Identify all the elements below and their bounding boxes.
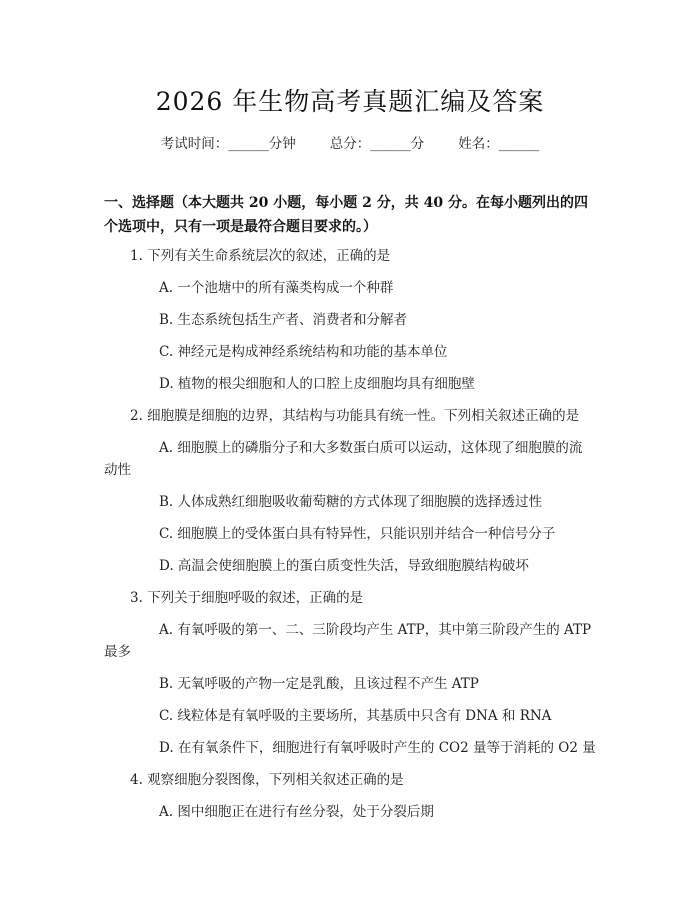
option-a-continuation: 最多 xyxy=(104,644,131,660)
option-a-continuation: 动性 xyxy=(104,462,131,478)
option-d: D. 植物的根尖细胞和人的口腔上皮细胞均具有细胞壁 xyxy=(159,376,475,392)
document-title: 2026 年生物高考真题汇编及答案 xyxy=(155,87,545,116)
option-c: C. 线粒体是有氧呼吸的主要场所，其基质中只含有 DNA 和 RNA xyxy=(159,708,552,724)
option-a: A. 有氧呼吸的第一、二、三阶段均产生 ATP，其中第三阶段产生的 ATP xyxy=(159,622,592,638)
exam-time-field: 考试时间：______分钟 xyxy=(160,136,296,152)
question-stem: 2. 细胞膜是细胞的边界，其结构与功能具有统一性。下列相关叙述正确的是 xyxy=(130,408,580,424)
option-a: A. 细胞膜上的磷脂分子和大多数蛋白质可以运动，这体现了细胞膜的流 xyxy=(159,440,583,456)
option-b: B. 无氧呼吸的产物一定是乳酸，且该过程不产生 ATP xyxy=(159,676,479,692)
option-a: A. 一个池塘中的所有藻类构成一个种群 xyxy=(159,280,394,296)
option-c: C. 细胞膜上的受体蛋白具有特异性，只能识别并结合一种信号分子 xyxy=(159,526,556,542)
question-stem: 3. 下列关于细胞呼吸的叙述，正确的是 xyxy=(130,590,364,606)
option-b: B. 人体成熟红细胞吸收葡萄糖的方式体现了细胞膜的选择透过性 xyxy=(159,494,543,510)
student-name-field: 姓名：______ xyxy=(458,136,540,152)
total-score-field: 总分：______分 xyxy=(329,136,425,152)
option-d: D. 高温会使细胞膜上的蛋白质变性失活，导致细胞膜结构破坏 xyxy=(159,558,529,574)
exam-meta xyxy=(0,132,700,152)
section-heading: 一、选择题（本大题共 20 小题，每小题 2 分，共 40 分。在每小题列出的四个选项中，只有一项是最符合题目要求的。） xyxy=(104,195,588,235)
option-d: D. 在有氧条件下，细胞进行有氧呼吸时产生的 CO2 量等于消耗的 O2 量 xyxy=(159,740,596,756)
question-stem: 1. 下列有关生命系统层次的叙述，正确的是 xyxy=(130,248,391,264)
question-stem: 4. 观察细胞分裂图像，下列相关叙述正确的是 xyxy=(130,772,404,788)
option-c: C. 神经元是构成神经系统结构和功能的基本单位 xyxy=(159,344,448,360)
option-b: B. 生态系统包括生产者、消费者和分解者 xyxy=(159,312,408,328)
option-a: A. 图中细胞正在进行有丝分裂，处于分裂后期 xyxy=(159,804,434,820)
